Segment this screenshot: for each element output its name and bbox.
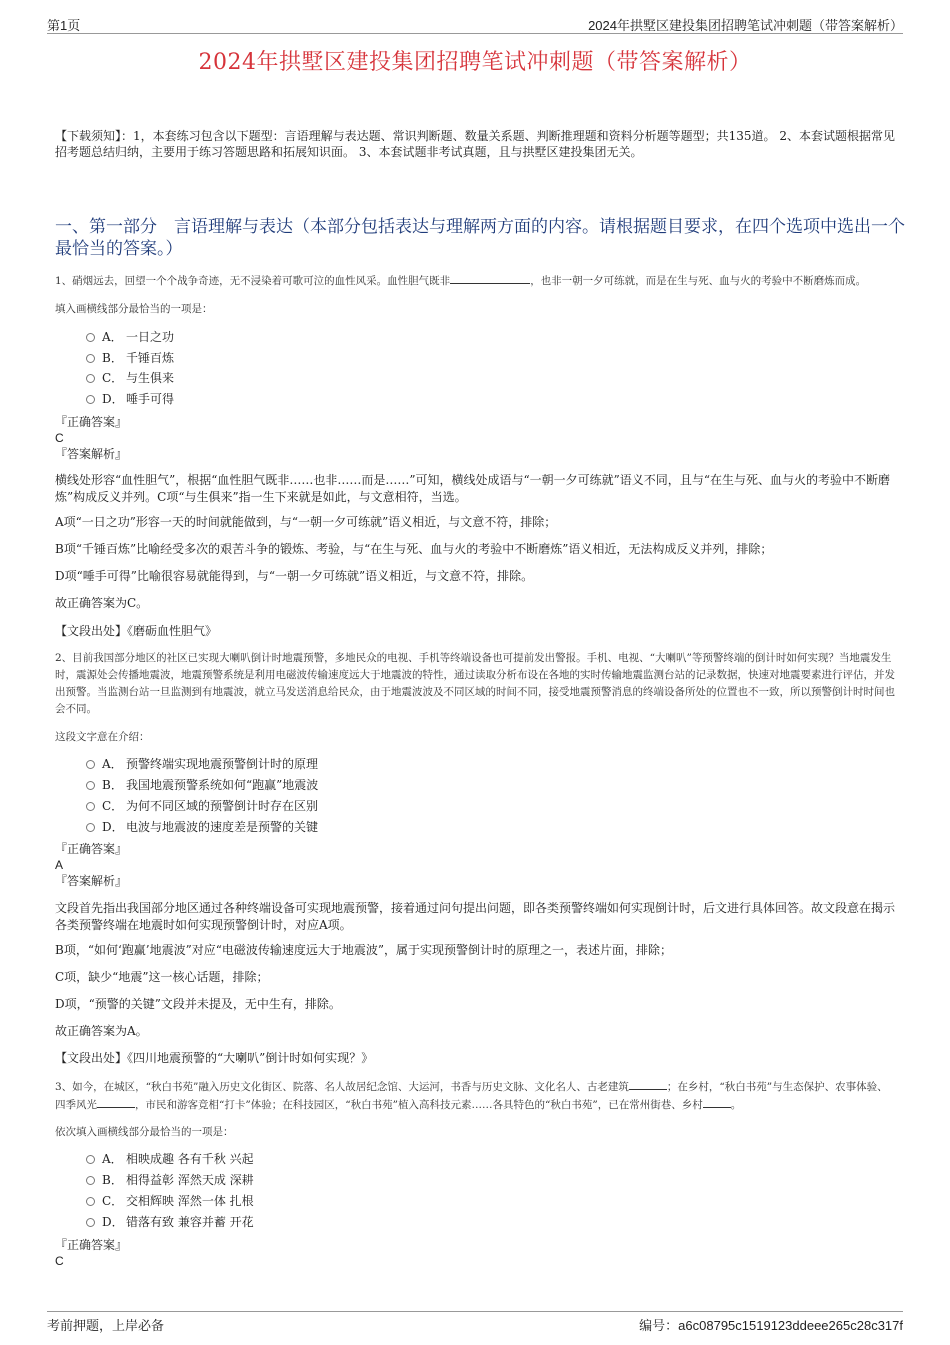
q1-stem bbox=[55, 272, 895, 290]
q1-option-a[interactable] bbox=[86, 328, 174, 346]
q3-stem-part-c: ，市民和游客竞相“打卡”体验；在科技园区，“秋白书苑”植入高科技元素……各具特色的“秋白书苑”，已在常州街巷、乡村 bbox=[135, 1099, 703, 1111]
option-key: A． bbox=[102, 330, 123, 344]
q3-blank-2 bbox=[97, 1096, 135, 1108]
option-text: 为何不同区域的预警倒计时存在区别 bbox=[126, 799, 319, 813]
q3-option-c[interactable] bbox=[86, 1192, 254, 1210]
option-text: 与生俱来 bbox=[126, 371, 175, 385]
radio-icon[interactable] bbox=[86, 1218, 95, 1227]
option-text: 预警终端实现地震预警倒计时的原理 bbox=[126, 757, 319, 771]
q2-stem: 2、目前我国部分地区的社区已实现大喇叭倒计时地震预警，多地民众的电视、手机等终端设备也可提前发出警报。手机、电视、“大喇叭”等预警终端的倒计时如何实现？当地震发生时，震源处会传播地震波，地震预警系统是利用电磁波传输速度远大于地震波的特性，通过读取分析布设在各地的实时传输地震监测台站的记录数据，快速对地震要素进行评估，并发出预警。当监测台站一旦监测到有地震波，就立马发送消息给民众，由于地震波波及不同区域的时间不同，接受地震预警消息的终端设备所处的位置也不一致，所以预警倒计时时间也会不同。 bbox=[55, 652, 895, 715]
q2-analysis-5: 故正确答案为A。 bbox=[55, 1024, 148, 1038]
header-doc-title: 2024年拱墅区建投集团招聘笔试冲刺题（带答案解析） bbox=[588, 18, 903, 33]
radio-icon[interactable] bbox=[86, 1176, 95, 1185]
q2-option-c[interactable] bbox=[86, 797, 318, 815]
q3-correct-label: 『正确答案』 bbox=[55, 1238, 128, 1252]
q1-option-c[interactable] bbox=[86, 369, 174, 387]
option-key: C． bbox=[102, 371, 124, 385]
option-text: 相得益彰 浑然天成 深耕 bbox=[126, 1173, 254, 1187]
q1-instruction: 填入画横线部分最恰当的一项是： bbox=[55, 303, 213, 315]
footer-code-value: a6c08795c1519123ddeee265c28c317f bbox=[678, 1318, 903, 1333]
q3-stem-part-a: 3、如今，在城区，“秋白书苑”融入历史文化街区、院落、名人故居纪念馆、大运河，书香与历史文脉、文化名人、古老建筑 bbox=[55, 1081, 629, 1093]
document-title: 2024年拱墅区建投集团招聘笔试冲刺题（带答案解析） bbox=[198, 50, 752, 75]
radio-icon[interactable] bbox=[86, 802, 95, 811]
option-text: 电波与地震波的速度差是预警的关键 bbox=[126, 820, 319, 834]
q1-source: 【文段出处】《磨砺血性胆气》 bbox=[55, 624, 218, 638]
q1-analysis-3: B项“千锤百炼”比喻经受多次的艰苦斗争的锻炼、考验，与“在生与死、血与火的考验中不断磨炼”语义相近，无法构成反义并列，排除； bbox=[55, 542, 773, 556]
q2-source: 【文段出处】《四川地震预警的“大喇叭”倒计时如何实现？》 bbox=[55, 1051, 374, 1065]
q2-analysis-3: C项，缺少“地震”这一核心话题，排除； bbox=[55, 970, 269, 984]
option-text: 千锤百炼 bbox=[126, 351, 175, 365]
option-text: 交相辉映 浑然一体 扎根 bbox=[126, 1194, 254, 1208]
q2-analysis-label: 『答案解析』 bbox=[55, 874, 128, 888]
q1-option-b[interactable] bbox=[86, 349, 174, 367]
q3-stem-part-d: 。 bbox=[730, 1099, 742, 1111]
option-key: B． bbox=[102, 778, 123, 792]
q1-analysis-4: D项“唾手可得”比喻很容易就能得到，与“一朝一夕可练就”语义相近，与文意不符，排除。 bbox=[55, 569, 534, 583]
option-key: A． bbox=[102, 757, 123, 771]
download-notice: 【下载须知】：1，本套练习包含以下题型：言语理解与表达题、常识判断题、数量关系题、判断推理题和资料分析题等题型；共135道。 2、本套试题根据常见招考题总结归纳，主要用于练习答题思路和拓展知识面。 3、本套试题非考试真题，且与拱墅区建投集团无关。 bbox=[55, 129, 895, 159]
q3-stem bbox=[55, 1078, 895, 1114]
q1-analysis-1: 横线处形容“血性胆气”，根据“血性胆气既非……也非……而是……”可知，横线处成语与“一朝一夕可练就”语义不同，且与“在生与死、血与火的考验中不断磨炼”构成反义并列。C项“与生俱来”指一生下来就是如此，与文意相符，当选。 bbox=[55, 473, 890, 504]
q3-option-b[interactable] bbox=[86, 1171, 254, 1189]
q1-stem-part-b: ，也非一朝一夕可练就，而是在生与死、血与火的考验中不断磨炼而成。 bbox=[530, 275, 867, 287]
q1-analysis-label: 『答案解析』 bbox=[55, 447, 128, 461]
q3-instruction: 依次填入画横线部分最恰当的一项是： bbox=[55, 1126, 234, 1138]
footer-code bbox=[639, 1315, 903, 1334]
q3-blank-1 bbox=[629, 1078, 667, 1090]
option-text: 相映成趣 各有千秋 兴起 bbox=[126, 1152, 254, 1166]
q1-answer: C bbox=[55, 431, 64, 445]
option-text: 错落有致 兼容并蓄 开花 bbox=[126, 1215, 254, 1229]
radio-icon[interactable] bbox=[86, 374, 95, 383]
q2-instruction: 这段文字意在介绍： bbox=[55, 731, 150, 743]
page-footer bbox=[47, 1311, 903, 1335]
q3-option-d[interactable] bbox=[86, 1213, 254, 1231]
q2-analysis-4: D项，“预警的关键”文段并未提及，无中生有，排除。 bbox=[55, 997, 341, 1011]
radio-icon[interactable] bbox=[86, 760, 95, 769]
q1-correct-label: 『正确答案』 bbox=[55, 415, 128, 429]
page-header bbox=[47, 14, 903, 34]
q1-analysis-5: 故正确答案为C。 bbox=[55, 596, 149, 610]
q1-option-d[interactable] bbox=[86, 390, 174, 408]
q3-blank-3 bbox=[703, 1096, 731, 1108]
option-key: A． bbox=[102, 1152, 123, 1166]
option-key: C． bbox=[102, 1194, 124, 1208]
option-key: D． bbox=[102, 1215, 124, 1229]
radio-icon[interactable] bbox=[86, 823, 95, 832]
q2-option-b[interactable] bbox=[86, 776, 318, 794]
q2-answer: A bbox=[55, 858, 64, 872]
radio-icon[interactable] bbox=[86, 781, 95, 790]
footer-code-label: 编号： bbox=[639, 1318, 679, 1333]
q1-blank bbox=[450, 272, 530, 284]
option-key: C． bbox=[102, 799, 124, 813]
q1-analysis-2: A项“一日之功”形容一天的时间就能做到，与“一朝一夕可练就”语义相近，与文意不符，排除； bbox=[55, 515, 557, 529]
option-key: B． bbox=[102, 351, 123, 365]
q3-stem-part-b: ；在乡村，“秋白书苑”与生态保护、农事体验、四季风光 bbox=[55, 1081, 888, 1111]
q3-answer: C bbox=[55, 1254, 64, 1268]
option-key: D． bbox=[102, 392, 124, 406]
q2-analysis-2: B项，“如何‘跑赢’地震波”对应“电磁波传输速度远大于地震波”，属于实现预警倒计时的原理之一，表述片面，排除； bbox=[55, 943, 672, 957]
page-number: 第1页 bbox=[47, 18, 81, 33]
option-text: 一日之功 bbox=[126, 330, 175, 344]
q3-option-a[interactable] bbox=[86, 1150, 254, 1168]
footer-slogan: 考前押题，上岸必备 bbox=[47, 1319, 165, 1334]
option-text: 唾手可得 bbox=[126, 392, 175, 406]
radio-icon[interactable] bbox=[86, 354, 95, 363]
option-key: B． bbox=[102, 1173, 123, 1187]
radio-icon[interactable] bbox=[86, 395, 95, 404]
q2-option-d[interactable] bbox=[86, 818, 318, 836]
q2-analysis-1: 文段首先指出我国部分地区通过各种终端设备可实现地震预警，接着通过问句提出问题，即各类预警终端如何实现倒计时，后文进行具体回答。故文段意在揭示各类预警终端在地震时如何实现预警倒计时，对应A项。 bbox=[55, 901, 896, 932]
q1-stem-part-a: 1、硝烟远去，回望一个个战争奇迹，无不浸染着可歌可泣的血性风采。血性胆气既非 bbox=[55, 275, 451, 287]
radio-icon[interactable] bbox=[86, 1155, 95, 1164]
radio-icon[interactable] bbox=[86, 333, 95, 342]
section-heading: 一、第一部分 言语理解与表达（本部分包括表达与理解两方面的内容。请根据题目要求，在四个选项中选出一个最恰当的答案。） bbox=[55, 217, 905, 259]
radio-icon[interactable] bbox=[86, 1197, 95, 1206]
q2-correct-label: 『正确答案』 bbox=[55, 842, 128, 856]
option-key: D． bbox=[102, 820, 124, 834]
q2-option-a[interactable] bbox=[86, 755, 318, 773]
option-text: 我国地震预警系统如何“跑赢”地震波 bbox=[126, 778, 319, 792]
